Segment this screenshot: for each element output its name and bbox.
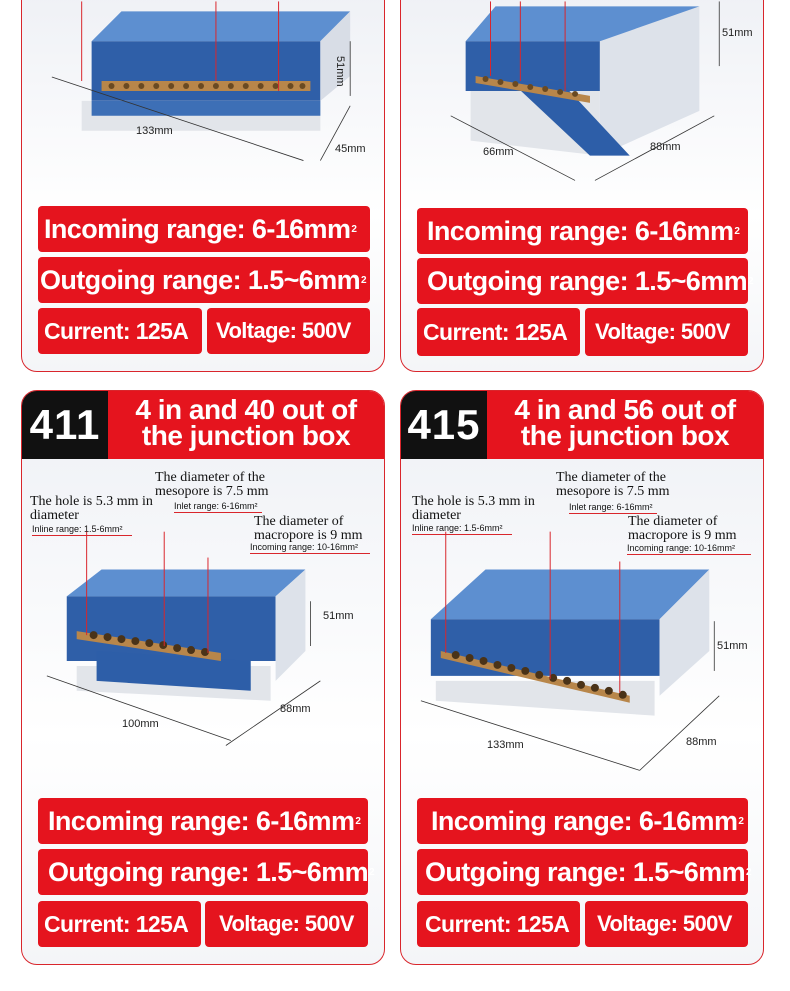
model-number: 415 <box>401 391 487 459</box>
annotation-mesopore: The diameter of the mesopore is 7.5 mm <box>556 470 670 499</box>
product-photo <box>22 531 384 781</box>
spec-voltage: Voltage: 500V <box>585 901 748 947</box>
dim-width: 88mm <box>686 736 717 748</box>
dim-width: 45mm <box>335 143 366 155</box>
annotation-hole: The hole is 5.3 mm in diameter <box>30 494 153 523</box>
card-header <box>401 391 763 459</box>
annotation-incoming-small: Incoming range: 10-16mm² <box>627 544 751 555</box>
spec-outgoing: Outgoing range: 1.5~6mm 2 <box>417 258 748 304</box>
spec-incoming: Incoming range: 6-16mm 2 <box>417 798 748 844</box>
annotation-mesopore: The diameter of the mesopore is 7.5 mm <box>155 470 269 499</box>
spec-outgoing: Outgoing range: 1.5~6mm 2 <box>417 849 748 895</box>
annotation-macropore: The diameter of macropore is 9 mm <box>628 514 737 543</box>
dim-width: 88mm <box>650 141 681 153</box>
dim-length: 133mm <box>487 739 524 751</box>
dim-height: 51mm <box>323 610 354 622</box>
card-title: 4 in and 40 out of the junction box <box>135 394 357 451</box>
spec-current: Current: 125A <box>417 901 580 947</box>
product-card-411 <box>21 390 385 965</box>
spec-incoming: Incoming range: 6-16mm 2 <box>38 798 368 844</box>
dim-height: 51mm <box>722 27 753 39</box>
spec-incoming: Incoming range: 6-16mm 2 <box>38 206 370 252</box>
product-card-top-right <box>400 0 764 372</box>
product-photo <box>401 0 763 181</box>
card-header <box>22 391 384 459</box>
dim-height: 51mm <box>717 640 748 652</box>
annotation-inlet: Inlet range: 6-16mm² <box>174 502 262 513</box>
annotation-macropore: The diameter of macropore is 9 mm <box>254 514 363 543</box>
spec-current: Current: 125A <box>38 901 201 947</box>
spec-current: Current: 125A <box>417 308 580 356</box>
annotation-inlet: Inlet range: 6-16mm² <box>569 503 657 514</box>
spec-voltage: Voltage: 500V <box>207 308 370 354</box>
dim-length: 133mm <box>136 125 173 137</box>
spec-current: Current: 125A <box>38 308 202 354</box>
product-photo <box>22 0 384 181</box>
dim-length: 66mm <box>483 146 514 158</box>
spec-voltage: Voltage: 500V <box>205 901 368 947</box>
spec-outgoing: Outgoing range: 1.5~6mm 2 <box>38 849 368 895</box>
annotation-inline: Inline range: 1.5-6mm² <box>32 525 132 536</box>
annotation-incoming-small: Incoming range: 10-16mm² <box>250 543 370 554</box>
spec-voltage: Voltage: 500V <box>585 308 748 356</box>
spec-outgoing: Outgoing range: 1.5~6mm 2 <box>38 257 370 303</box>
dim-length: 100mm <box>122 718 159 730</box>
annotation-inline: Inline range: 1.5-6mm² <box>412 524 512 535</box>
model-number: 411 <box>22 391 108 459</box>
product-card-top-left <box>21 0 385 372</box>
spec-incoming: Incoming range: 6-16mm 2 <box>417 208 748 254</box>
dim-height: 51mm <box>334 56 346 87</box>
dim-width: 88mm <box>280 703 311 715</box>
card-title: 4 in and 56 out of the junction box <box>514 394 736 451</box>
annotation-hole: The hole is 5.3 mm in diameter <box>412 494 535 523</box>
product-card-415 <box>400 390 764 965</box>
